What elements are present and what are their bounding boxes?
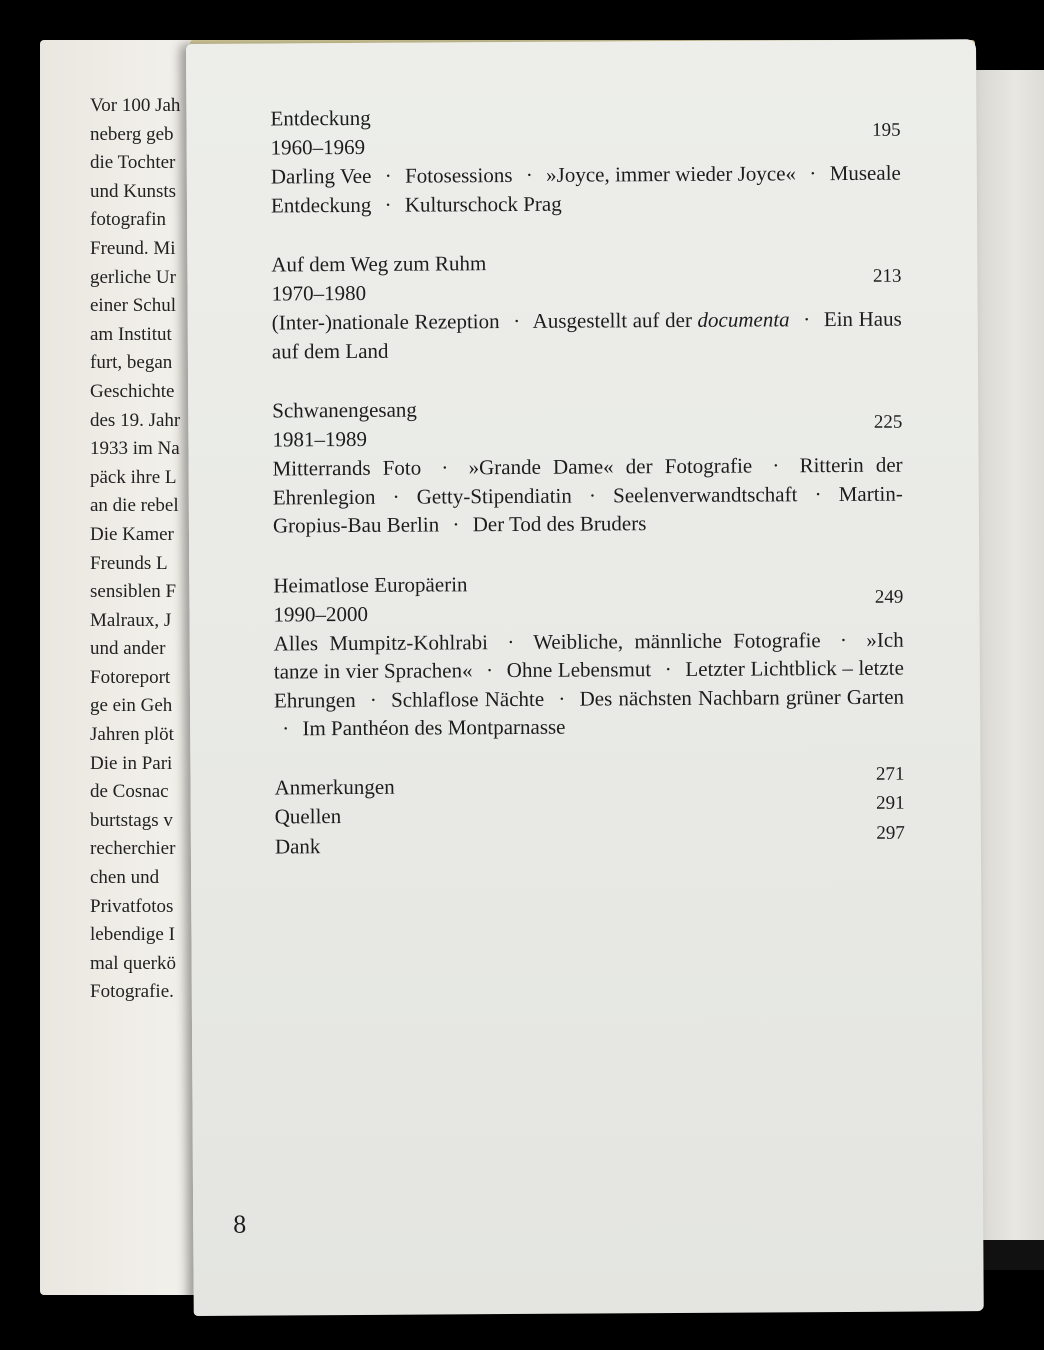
topic-separator: · <box>839 627 848 652</box>
flap-line: Die Kamer <box>90 523 174 545</box>
topic-separator: · <box>772 453 780 478</box>
page-number: 8 <box>233 1209 247 1239</box>
topic-item: Im Panthéon des Montparnasse <box>302 714 566 741</box>
section-years-row <box>271 265 902 309</box>
flap-line: Geschichte <box>90 380 175 402</box>
flap-line: und ander <box>90 638 166 660</box>
section-topics <box>274 625 905 743</box>
back-matter-page-number: 297 <box>876 822 905 844</box>
section-page-number: 213 <box>872 265 902 287</box>
topic-item: Ausgestellt auf der documenta <box>532 307 790 333</box>
section-years: 1970–1980 <box>271 280 367 306</box>
topic-separator: · <box>486 658 494 683</box>
section-years: 1981–1989 <box>272 426 367 452</box>
section-title: Auf dem Weg zum Ruhm <box>271 251 487 277</box>
topic-item: »Ich tanze in vier Sprachen« <box>273 627 904 684</box>
topic-separator: · <box>384 192 392 217</box>
flap-line: Vor 100 Jah <box>90 95 181 116</box>
flap-line: einer Schul <box>90 295 177 317</box>
back-matter-title: Anmerkungen <box>274 774 395 799</box>
toc-section <box>270 100 901 220</box>
topic-item: Des nächsten Nachbarn grüner Garten <box>579 684 905 711</box>
topic-item: »Grande Dame« der Fotografie <box>468 453 753 480</box>
flap-line: neberg geb <box>90 123 174 145</box>
topic-item: Darling Vee <box>270 163 372 189</box>
flap-line: Privatfotos <box>90 895 174 917</box>
back-matter-title: Quellen <box>274 804 342 829</box>
topic-item: Der Tod des Bruders <box>472 511 647 537</box>
topic-separator: · <box>282 716 290 741</box>
back-matter-page-number: 271 <box>875 763 905 785</box>
flap-line: päck ihre L <box>90 466 177 488</box>
topic-item: Getty-Stipendiatin <box>416 483 572 509</box>
section-topics <box>272 305 902 366</box>
back-matter-list <box>274 763 905 861</box>
flap-line: de Cosnac <box>90 781 169 803</box>
section-page-number: 195 <box>871 119 901 141</box>
section-years-row <box>272 411 903 455</box>
flap-line: Fotografie. <box>90 981 174 1003</box>
topic-item: Kulturschock Prag <box>404 191 562 217</box>
toc-page <box>186 39 984 1316</box>
section-topics <box>273 451 904 540</box>
section-topics <box>271 159 901 220</box>
section-page-number: 225 <box>873 411 903 433</box>
flap-line: die Tochter <box>90 152 176 174</box>
flap-line: gerliche Ur <box>90 266 176 288</box>
topic-item: »Joyce, immer wieder Joyce« <box>546 161 797 187</box>
flap-line: Die in Pari <box>90 752 173 774</box>
flap-line: Freunds L <box>90 552 168 574</box>
topic-separator: · <box>384 163 392 188</box>
flap-line: 1933 im Na <box>90 438 180 460</box>
flap-line: mal querkö <box>90 952 177 974</box>
flap-line: chen und <box>90 867 160 889</box>
topic-item: (Inter-)nationale Rezeption <box>271 309 500 335</box>
flap-line: fotografin <box>90 209 166 231</box>
topic-separator: · <box>392 484 400 509</box>
topic-item: Ohne Lebensmut <box>506 657 652 683</box>
topic-separator: · <box>809 161 817 186</box>
flap-line: Malraux, J <box>90 609 172 631</box>
back-matter-row <box>274 822 905 861</box>
topic-separator: · <box>588 483 597 508</box>
topic-item: Fotosessions <box>405 163 513 188</box>
topic-item: Ein Haus auf dem Land <box>271 306 902 363</box>
flap-line: und Kunsts <box>90 180 177 202</box>
topic-separator: · <box>803 307 811 332</box>
topic-separator: · <box>441 455 449 480</box>
section-page-number: 249 <box>874 586 904 608</box>
flap-line: burtstags v <box>90 809 173 831</box>
flap-line: sensiblen F <box>90 581 177 603</box>
table-of-contents <box>270 100 905 862</box>
flap-line: lebendige I <box>90 924 175 946</box>
topic-item: Martin-Gropius-Bau Berlin <box>272 481 903 538</box>
flap-line: furt, began <box>90 352 173 374</box>
topic-item: Museale Entdeckung <box>270 160 901 217</box>
section-title: Schwanengesang <box>272 397 417 423</box>
flap-line: Jahren plöt <box>90 724 174 746</box>
section-title: Heimatlose Europäerin <box>273 571 468 597</box>
toc-section <box>272 392 903 540</box>
topic-separator: · <box>664 657 672 682</box>
section-years-row <box>273 586 904 629</box>
right-page-edge <box>972 70 1044 1260</box>
toc-section <box>273 566 904 743</box>
flap-line: des 19. Jahr <box>90 409 181 431</box>
topic-item: Alles Mumpitz-Kohlrabi <box>273 629 489 655</box>
section-years-row <box>270 119 901 163</box>
flap-line: Fotoreport <box>90 666 171 688</box>
topic-separator: · <box>525 162 533 187</box>
topic-separator: · <box>814 481 822 506</box>
flap-line: Freund. Mi <box>90 237 176 259</box>
back-matter-row <box>274 763 905 802</box>
toc-section <box>271 246 902 366</box>
section-title: Entdeckung <box>270 105 371 131</box>
back-matter-page-number: 291 <box>876 792 905 814</box>
flap-line: ge ein Geh <box>90 695 173 717</box>
topic-separator: · <box>369 687 377 712</box>
section-years: 1990–2000 <box>273 601 369 626</box>
back-matter-title: Dank <box>274 833 321 858</box>
topic-item: Schlaflose Nächte <box>390 686 545 712</box>
topic-item: Seelenverwandtschaft <box>613 481 798 507</box>
topic-item: Weibliche, männliche Fotografie <box>533 627 821 654</box>
topic-separator: · <box>558 686 566 711</box>
flap-line: recherchier <box>90 838 176 860</box>
topic-item: Mitterrands Foto <box>272 455 422 481</box>
section-years: 1960–1969 <box>270 134 366 160</box>
flap-line: am Institut <box>90 323 172 345</box>
topic-separator: · <box>452 512 460 537</box>
flap-line: an die rebel <box>90 495 179 517</box>
back-matter-row <box>274 792 905 832</box>
topic-item: Letzter Lichtblick – letzte Ehrungen <box>273 655 904 712</box>
topic-item: Ritterin der Ehrenlegion <box>272 452 903 509</box>
topic-separator: · <box>507 629 515 654</box>
topic-separator: · <box>513 308 521 334</box>
